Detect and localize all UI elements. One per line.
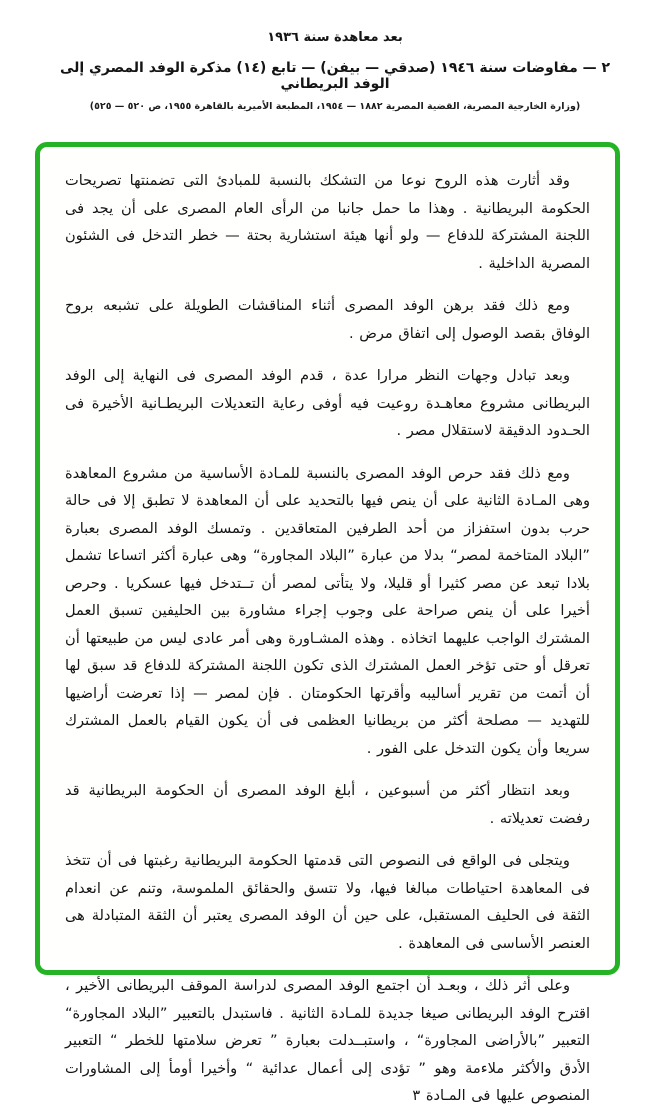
paragraph: وبعد انتظار أكثر من أسبوعين ، أبلغ الوفد المصرى أن الحكومة البريطانية قد رفضت تعديلاته . [65, 782, 590, 827]
document-title: ٢ — مفاوضات سنة ١٩٤٦ (صدقي — بيفن) — تابع (١٤) مذكرة الوفد المصري إلى الوفد البريطاني [59, 60, 611, 92]
paragraph: ومع ذلك فقد حرص الوفد المصرى بالنسبة للمـادة الأساسية من مشروع المعاهدة وهى المـادة الثانية على أن ينص فيها بالتحديد على أن المعاهدة لا تطبق إلا فى حالة حرب بدون استفزاز من أحد الطرفين المتعاقدين . وتمسك الوفد المصرى بعبارة ”البلاد المتاخمة لمصر“ بدلا من عبارة ”البلاد المجاورة“ وهى عبارة أكثر اتساعا تشمل بلادا تبعد عن مصر كثيرا أو قليلا، ولا يتأتى لمصر أن تــتدخل فيها عسكريا . وحرص أخيرا على أن ينص صراحة على وجوب إجراء مشاورة بين الحليفين تسبق العمل المشترك الواجب عليهما اتخاذه . وهذه المشـاورة وهى أمر عادى ليس من طبيعتها أن تعرقل أو حتى تؤخر العمل المشترك الذى تكون اللجنة المشتركة للدفاع قد سبق لها أن أتمت من تقرير أساليبه وأقرتها الحكومتان . فإن لمصر — إذا تعرضت أراضيها للتهديد — مصلحة أكثر من بريطانيا العظمى فى أن يكون القيام بالعمل المشترك سريعا وأن يكون التدخل على الفور . [65, 464, 590, 757]
paragraph: ويتجلى فى الواقع فى النصوص التى قدمتها الحكومة البريطانية رغبتها فى أن تتخذ فى المعاهدة احتياطات مبالغا فيها، ولا تتسق والحقائق الملموسة، وتنم عن انعدام الثقة فى الحليف المستقبل، على حين أن الوفد المصرى يعتبر أن الثقة المتبادلة هى العنصر الأساسى فى المعاهدة . [65, 852, 590, 952]
source-citation: (وزارة الخارجية المصرية، القضية المصرية ١٨٨٢ — ١٩٥٤، المطبعة الأميرية بالقاهرة ١٩٥٥، ص ٥٢٠ — ٥٢٥) [89, 101, 581, 112]
paragraph: ومع ذلك فقد برهن الوفد المصرى أثناء المناقشات الطويلة على تشبعه بروح الوفاق بقصد الوصول إلى اتفاق مرض . [65, 297, 590, 342]
era-title: بعد معاهدة سنة ١٩٣٦ [267, 30, 403, 45]
paragraph: وعلى أثر ذلك ، وبعـد أن اجتمع الوفد المصرى لدراسة الموقف البريطانى الأخير ، اقترح الوفد البريطانى صيغا جديدة للمـادة الثانية . فاستبدل بالتعبير ”البلاد المجاورة“ التعبير ”بالأراضى المجاورة“ ، واستبــدلت بعبارة ” تعرض سلامتها للخطر “ التعبير الأدق والأكثر ملاءمة وهو ” تؤدى إلى أعمال عدائية “ وأخيرا أومأ إلى المشاورات المنصوص عليها فى المـادة ٣ [65, 977, 590, 1104]
page-header [0, 0, 670, 112]
highlight-box [35, 142, 620, 1104]
paragraph: وقد أثارت هذه الروح نوعا من التشكك بالنسبة للمبادئ التى تضمنتها تصريحات الحكومة البريطانية . وهذا ما حمل جانبا من الرأى العام المصرى على أن يجد فى اللجنة المشتركة للدفاع — ولو أنها هيئة استشارية بحتة — خطر التدخل فى الشئون المصرية الداخلية . [65, 172, 590, 272]
paragraph: وبعد تبادل وجهات النظر مرارا عدة ، قدم الوفد المصرى فى النهاية إلى الوفد البريطانى مشروع معاهـدة روعيت فيه أوفى رعاية التعديلات البريطـانية الأخيرة فى الحـدود الدقيقة لاستقلال مصر . [65, 367, 590, 439]
document-body [65, 167, 590, 1110]
